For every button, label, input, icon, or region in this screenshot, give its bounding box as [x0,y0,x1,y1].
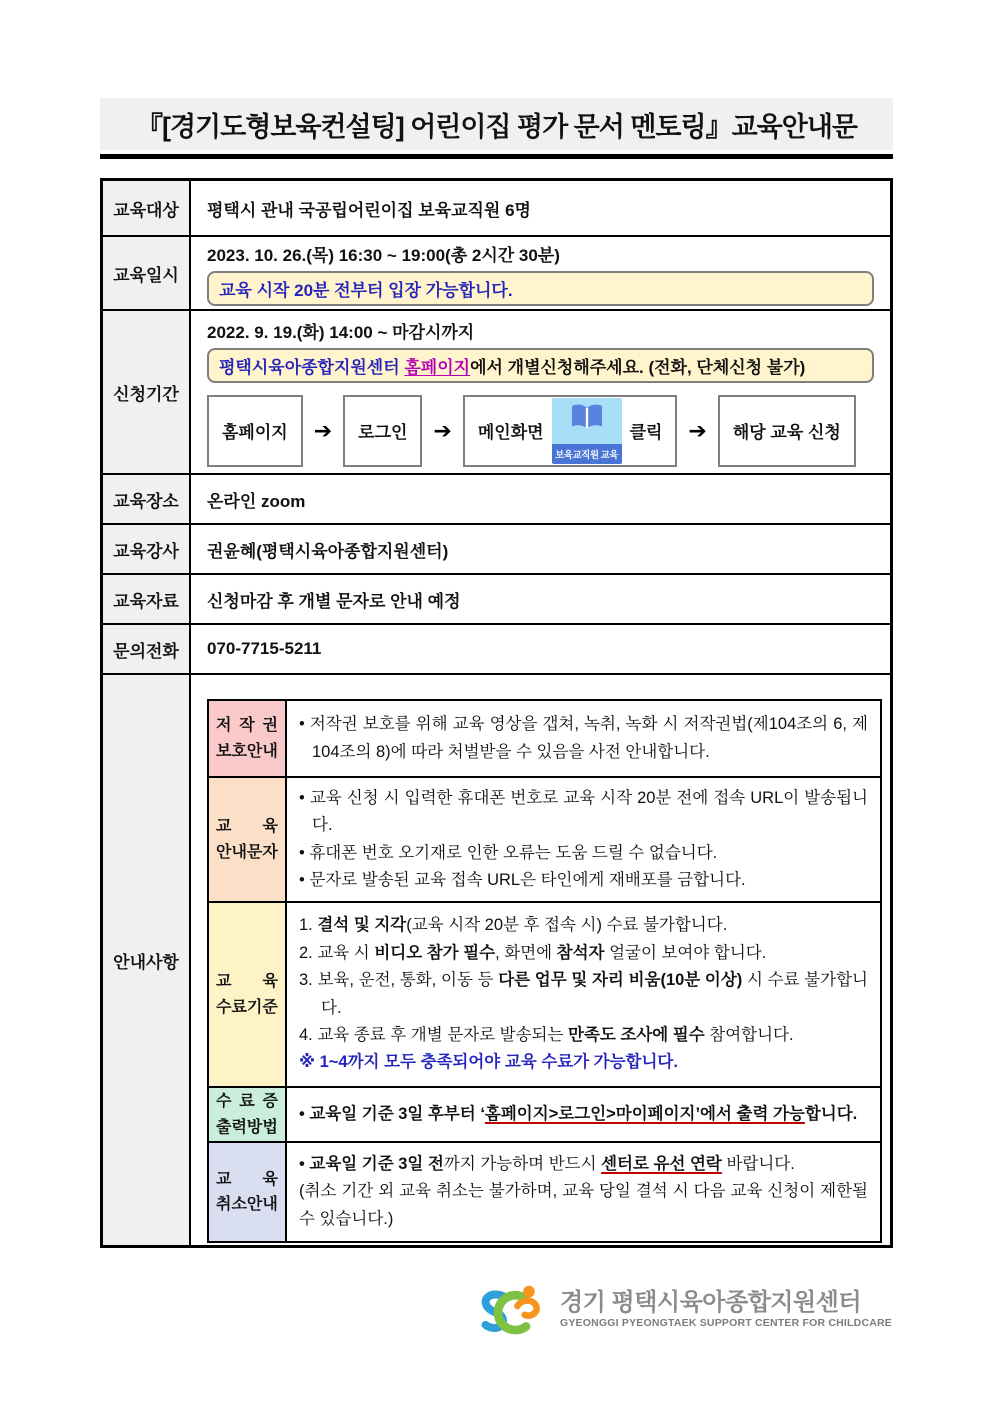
footer-center-name-en: GYEONGGI PYEONGTAEK SUPPORT CENTER FOR CHILDCARE [559,1316,892,1329]
table-row-phone [103,623,890,673]
text-segment: 참석자 [556,943,605,962]
guide-label [209,903,287,1086]
guide-label-line: 교 육 [216,1170,278,1188]
arrow-right-icon: ➔ [313,417,333,443]
open-book-icon [568,403,606,433]
guide-label [209,778,287,901]
text-line [299,785,868,840]
text-line [299,1022,868,1049]
flow-step-mainscreen [463,395,678,467]
guide-label-line: 교 육 [216,973,278,991]
row-value: 2022. 9. 19.(화) 14:00 ~ 마감시까지 [207,322,475,342]
text-segment: • 휴대폰 번호 오기재로 인한 오류는 도움 드릴 수 없습니다. [299,843,718,862]
flow-step-label: 해당 교육 신청 [732,423,841,442]
row-label: 안내사항 [103,675,191,1245]
guide-label [209,1143,287,1241]
flow-step-label: 로그인 [358,423,408,442]
guide-label-line: 안내문자 [216,843,278,861]
text-segment: ※ 1~4까지 모두 충족되어야 교육 수료가 가능합니다. [299,1053,678,1072]
guide-label [209,1088,287,1141]
guide-content [287,701,880,776]
row-value: 2023. 10. 26.(목) 16:30 ~ 19:00(총 2시간 30분) [207,245,560,265]
text-line [299,1178,868,1233]
guide-label-line: 교 육 [216,818,278,836]
guide-label-line: 출력방법 [216,1118,278,1136]
guide-content [287,1143,880,1241]
info-table [100,178,893,1248]
text-segment: (취소 기간 외 교육 취소는 불가하며, 교육 당일 결석 시 다음 교육 신청이 제한될 수 있습니다.) [299,1182,868,1228]
text-segment: 2. 교육 시 [299,943,375,962]
text-segment: • 문자로 발송된 교육 접속 URL은 타인에게 재배포를 금합니다. [299,870,746,889]
table-row-instructor [103,523,890,573]
click-label: 클릭 [629,423,663,442]
text-segment: • 교육 신청 시 입력한 휴대폰 번호로 교육 시작 20분 전에 접속 URL이 발송됩니다. [299,788,868,835]
page-title: 『[경기도형보육컨설팅] 어린이집 평가 문서 멘토링』교육안내문 [100,98,893,150]
text-line [299,967,868,1022]
apply-notice [207,348,874,383]
table-row-materials [103,573,890,623]
text-line [299,867,868,894]
text-segment: 까지 가능하며 반드시 [443,1154,602,1173]
text-segment: • [299,1154,310,1173]
text-segment: 결석 및 지각 [317,916,407,935]
text-segment: 시 수료 불가합니다. [321,971,868,1017]
text-segment: 4. 교육 종료 후 개별 문자로 발송되는 [299,1025,568,1044]
guide-table [207,699,882,1243]
text-line [299,1151,868,1178]
flow-step-label: 홈페이지 [222,423,288,442]
row-label: 교육강사 [103,525,191,573]
center-logo-icon [476,1280,550,1338]
text-segment: 평택시육아종합지원센터 [219,357,405,377]
icon-caption: 보육교직원 교육 [552,444,622,464]
text-segment: 홈페이지 [404,357,471,377]
row-value: 070-7715-5211 [207,639,322,658]
text-segment: 참여합니다. [704,1025,794,1044]
row-label: 교육대상 [103,181,191,235]
text-segment: (교육 시작 20분 후 접속 시) 수료 불가합니다. [406,916,728,935]
guide-row-certificate [209,1086,880,1141]
teacher-education-book-icon [552,398,622,464]
text-segment: 다른 업무 및 자리 비움(10분 이상) [498,971,743,990]
text-line [299,1049,868,1076]
text-segment: 바랍니다. [721,1154,795,1173]
row-label: 교육일시 [103,237,191,309]
text-segment: , 화면에 [495,943,557,962]
footer [476,1280,892,1338]
text-segment: 비디오 참가 필수 [374,943,496,962]
table-row-apply [103,309,890,473]
title-divider [100,154,893,159]
guide-row-copyright [209,701,880,776]
text-segment: 얼굴이 보여야 합니다. [604,943,767,962]
table-row-datetime [103,235,890,309]
text-segment: 센터로 유선 연락 [601,1154,722,1173]
guide-row-completion [209,901,880,1086]
guide-row-sms [209,776,880,901]
text-line [299,940,868,967]
text-segment: • 저작권 보호를 위해 교육 영상을 갭쳐, 녹취, 녹화 시 저작권법(제104조의 6, 제104조의 8)에 따라 처벌받을 수 있음을 사전 안내합니다. [299,715,868,761]
arrow-right-icon: ➔ [688,417,707,443]
row-label: 신청기간 [103,311,191,473]
guide-label-line: 수료기준 [216,998,278,1016]
arrow-right-icon: ➔ [433,417,452,443]
text-line [299,840,868,867]
text-segment: 홈페이지>로그인>마이페이지’에서 출력 가능 [484,1104,805,1123]
text-segment: (전화, 단체신청 불가) [648,357,806,377]
flow-step-login [343,395,422,467]
text-segment: 3. 보육, 운전, 통화, 이동 등 [299,971,499,990]
apply-flow-diagram [207,395,874,467]
text-line [299,711,868,766]
row-label: 교육자료 [103,575,191,623]
text-segment: 에서 개별신청해주세요. [470,357,649,377]
text-segment: • 교육일 기준 3일 후부터 ‘ [299,1104,485,1123]
row-value: 권윤혜(평택시육아종합지원센터) [207,541,449,561]
flow-step-apply [718,395,856,467]
text-line [299,912,868,939]
text-segment: 교육일 기준 3일 전 [309,1154,444,1173]
row-value: 평택시 관내 국공립어린이집 보육교직원 6명 [207,200,531,220]
flow-step-label: 메인화면 [477,423,544,442]
row-label: 교육장소 [103,475,191,523]
guide-label-line: 보호안내 [216,742,278,760]
text-segment: 1. [299,916,318,935]
guide-label-line: 수 료 증 [216,1093,278,1111]
row-value: 온라인 zoom [207,491,306,511]
text-segment: 합니다. [804,1104,858,1123]
flow-step-homepage [207,395,303,467]
guide-content [287,903,880,1086]
table-row-place [103,473,890,523]
row-value: 신청마감 후 개별 문자로 안내 예정 [207,591,461,611]
entry-notice: 교육 시작 20분 전부터 입장 가능합니다. [207,271,874,306]
text-line [299,1101,868,1128]
guide-label-line: 저 작 권 [216,717,278,735]
guide-content [287,1088,880,1141]
footer-center-name: 경기 평택시육아종합지원센터 [559,1289,862,1317]
guide-content [287,778,880,901]
table-row-target [103,181,890,235]
guide-row-cancel [209,1141,880,1241]
guide-label [209,701,287,776]
guide-label-line: 취소안내 [216,1196,278,1213]
table-row-guide [103,673,890,1245]
text-segment: 만족도 조사에 필수 [568,1025,705,1044]
row-label: 문의전화 [103,625,191,673]
